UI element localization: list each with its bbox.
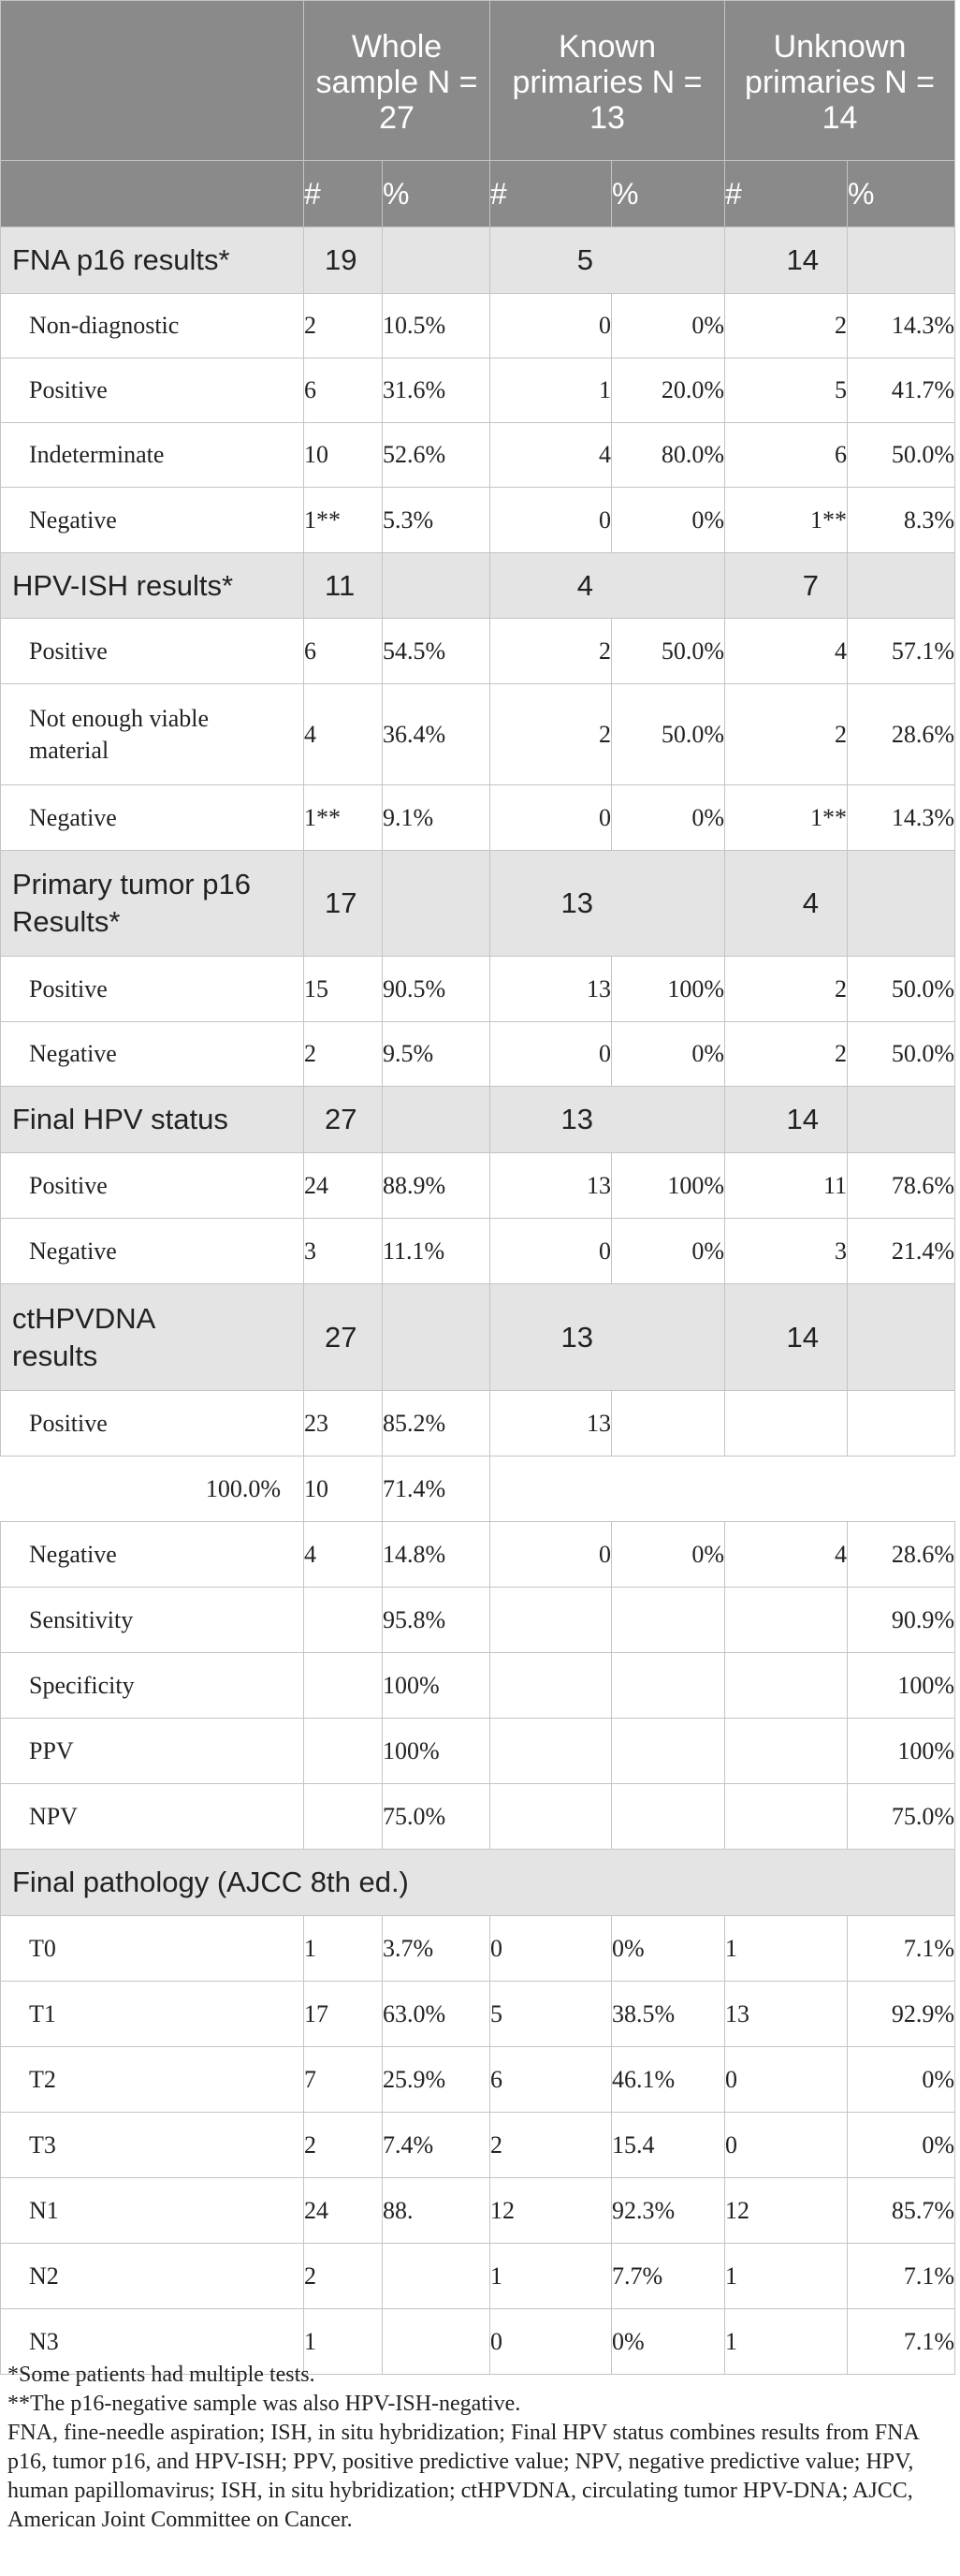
cell: 11.1%: [383, 1219, 490, 1284]
section-count: 4: [725, 851, 848, 957]
section-count: 27: [304, 1284, 383, 1391]
section-count: 4: [490, 553, 725, 619]
cell: 24: [304, 2178, 383, 2244]
cell: 1**: [304, 488, 383, 553]
cell: 11: [725, 1153, 848, 1219]
section-label: FNA p16 results*: [1, 227, 304, 294]
section-count: 27: [304, 1087, 383, 1153]
cell: 100%: [612, 957, 725, 1022]
cell: 63.0%: [383, 1982, 490, 2047]
cell: 3.7%: [383, 1916, 490, 1982]
cell: 54.5%: [383, 619, 490, 684]
cell: 1**: [725, 785, 848, 851]
section-count: 13: [490, 1284, 725, 1391]
section-row: [1, 851, 955, 957]
section-count: 13: [490, 1087, 725, 1153]
header-known-primaries: Known primaries N = 13: [490, 1, 725, 161]
table-row: [1, 619, 955, 684]
footnote: *Some patients had multiple tests.: [7, 2363, 315, 2387]
table-row: [1, 957, 955, 1022]
cell: 4: [725, 1522, 848, 1588]
cell: 1: [725, 2309, 848, 2375]
cell: [612, 1719, 725, 1784]
cell: [490, 1653, 612, 1719]
cell: 0: [490, 488, 612, 553]
cell: 7: [304, 2047, 383, 2113]
cell: [612, 1391, 725, 1456]
row-label: T3: [1, 2113, 304, 2178]
cell: 46.1%: [612, 2047, 725, 2113]
table-row: [1, 423, 955, 488]
cell: 7.4%: [383, 2113, 490, 2178]
section-count: 5: [490, 227, 725, 294]
cell: 7.7%: [612, 2244, 725, 2309]
section-count: 7: [725, 553, 848, 619]
subheader-hash: #: [725, 161, 848, 227]
cell: 80.0%: [612, 423, 725, 488]
row-label: Sensitivity: [1, 1588, 304, 1653]
cell: 2: [490, 684, 612, 785]
table-row: [1, 1784, 955, 1850]
table-row: [1, 1022, 955, 1087]
cell: 4: [725, 619, 848, 684]
row-label: Negative: [1, 1522, 304, 1588]
section-row: [1, 1850, 955, 1916]
cell: 5: [490, 1982, 612, 2047]
table-row: [1, 684, 955, 785]
cell: 90.5%: [383, 957, 490, 1022]
cell: 14.3%: [848, 294, 955, 359]
cell: 0: [490, 2309, 612, 2375]
cell: [612, 1784, 725, 1850]
subheader-pct: %: [612, 161, 725, 227]
row-label: Positive: [1, 1391, 304, 1456]
subheader-pct: %: [383, 161, 490, 227]
cell: 13: [490, 957, 612, 1022]
cell: 7.1%: [848, 2244, 955, 2309]
row-label: T0: [1, 1916, 304, 1982]
table-row-misaligned: [1, 1456, 955, 1522]
cell: 0%: [612, 785, 725, 851]
cell: [725, 1588, 848, 1653]
cell: [490, 1719, 612, 1784]
cell: 12: [490, 2178, 612, 2244]
cell: [304, 1784, 383, 1850]
cell: 1**: [725, 488, 848, 553]
cell: 2: [304, 1022, 383, 1087]
cell: [383, 2244, 490, 2309]
section-count: 14: [725, 227, 848, 294]
table-row: [1, 785, 955, 851]
cell: 4: [490, 423, 612, 488]
table-row: [1, 2244, 955, 2309]
cell: 2: [490, 619, 612, 684]
table-footnotes: [7, 2361, 947, 2535]
cell: 8.3%: [848, 488, 955, 553]
section-row: [1, 1284, 955, 1391]
cell: 21.4%: [848, 1219, 955, 1284]
section-row: [1, 553, 955, 619]
row-label: Specificity: [1, 1653, 304, 1719]
table-row: [1, 1588, 955, 1653]
table-row: [1, 1653, 955, 1719]
section-count: 14: [725, 1284, 848, 1391]
cell: 13: [725, 1982, 848, 2047]
cell: 0%: [612, 1219, 725, 1284]
cell: 0: [490, 785, 612, 851]
cell: 2: [490, 2113, 612, 2178]
cell: 9.5%: [383, 1022, 490, 1087]
cell: 7.1%: [848, 1916, 955, 1982]
row-label: N3: [1, 2309, 304, 2375]
cell: 50.0%: [848, 957, 955, 1022]
cell: [725, 1719, 848, 1784]
table-row: [1, 488, 955, 553]
cell: 0%: [612, 488, 725, 553]
table-row: [1, 1391, 955, 1456]
cell: 25.9%: [383, 2047, 490, 2113]
cell: 50.0%: [848, 423, 955, 488]
table-row: [1, 1522, 955, 1588]
cell: 92.9%: [848, 1982, 955, 2047]
section-count: 19: [304, 227, 383, 294]
cell: 20.0%: [612, 359, 725, 423]
cell: [490, 1784, 612, 1850]
table-row: [1, 1719, 955, 1784]
cell: 5.3%: [383, 488, 490, 553]
cell: 50.0%: [848, 1022, 955, 1087]
cell: 2: [725, 294, 848, 359]
subheader-blank: [1, 161, 304, 227]
cell: 0%: [612, 2309, 725, 2375]
cell: 50.0%: [612, 684, 725, 785]
cell: 38.5%: [612, 1982, 725, 2047]
row-label: Non-diagnostic: [1, 294, 304, 359]
cell: 3: [725, 1219, 848, 1284]
cell: 2: [304, 2244, 383, 2309]
cell: 2: [725, 957, 848, 1022]
section-count: 17: [304, 851, 383, 957]
row-label: N1: [1, 2178, 304, 2244]
cell: 100.0%: [1, 1456, 304, 1522]
cell: [612, 1653, 725, 1719]
row-label: Not enough viable material: [1, 684, 304, 785]
section-label: Final pathology (AJCC 8th ed.): [1, 1850, 955, 1916]
row-label: PPV: [1, 1719, 304, 1784]
cell: 57.1%: [848, 619, 955, 684]
cell: 4: [304, 684, 383, 785]
cell: 92.3%: [612, 2178, 725, 2244]
cell: 31.6%: [383, 359, 490, 423]
cell: 23: [304, 1391, 383, 1456]
header-whole-sample: Whole sample N = 27: [304, 1, 490, 161]
table-row: [1, 2047, 955, 2113]
row-label: Negative: [1, 785, 304, 851]
cell: 100%: [848, 1653, 955, 1719]
cell: 1: [725, 2244, 848, 2309]
cell: 0%: [612, 1022, 725, 1087]
cell: 0%: [612, 294, 725, 359]
row-label: Positive: [1, 359, 304, 423]
cell: 0: [490, 294, 612, 359]
cell: 100%: [612, 1153, 725, 1219]
cell: 28.6%: [848, 684, 955, 785]
cell: 6: [490, 2047, 612, 2113]
table-row: [1, 2113, 955, 2178]
cell: 78.6%: [848, 1153, 955, 1219]
cell: [304, 1719, 383, 1784]
cell: 15: [304, 957, 383, 1022]
cell: 10: [304, 423, 383, 488]
cell: [612, 1588, 725, 1653]
section-row: [1, 1087, 955, 1153]
cell: 9.1%: [383, 785, 490, 851]
cell: 75.0%: [383, 1784, 490, 1850]
row-label: T2: [1, 2047, 304, 2113]
subheader-row: [1, 161, 955, 227]
cell: 75.0%: [848, 1784, 955, 1850]
cell: 4: [304, 1522, 383, 1588]
row-label: N2: [1, 2244, 304, 2309]
section-label: Final HPV status: [1, 1087, 304, 1153]
row-label: Positive: [1, 957, 304, 1022]
footnote: **The p16-negative sample was also HPV-ISH-negative.: [7, 2392, 521, 2416]
row-label: Negative: [1, 488, 304, 553]
cell: 12: [725, 2178, 848, 2244]
cell: 41.7%: [848, 359, 955, 423]
row-label: Indeterminate: [1, 423, 304, 488]
cell: 1: [725, 1916, 848, 1982]
cell: 0: [725, 2113, 848, 2178]
table-row: [1, 2178, 955, 2244]
cell: 1**: [304, 785, 383, 851]
cell: 6: [304, 359, 383, 423]
row-label: Negative: [1, 1219, 304, 1284]
cell: 10.5%: [383, 294, 490, 359]
cell: 0: [490, 1219, 612, 1284]
table-row: [1, 1982, 955, 2047]
cell: 0%: [848, 2113, 955, 2178]
row-label: T1: [1, 1982, 304, 2047]
section-label: ctHPVDNA results: [1, 1284, 304, 1391]
cell: 28.6%: [848, 1522, 955, 1588]
cell: 52.6%: [383, 423, 490, 488]
section-label: HPV-ISH results*: [1, 553, 304, 619]
section-label: Primary tumor p16 Results*: [1, 851, 304, 957]
cell: 2: [725, 1022, 848, 1087]
cell: 0: [490, 1522, 612, 1588]
header-row: [1, 1, 955, 161]
table-row: [1, 1219, 955, 1284]
subheader-pct: %: [848, 161, 955, 227]
cell: 100%: [383, 1653, 490, 1719]
cell: 85.7%: [848, 2178, 955, 2244]
cell: 10: [304, 1456, 383, 1522]
cell: 2: [304, 2113, 383, 2178]
row-label: Negative: [1, 1022, 304, 1087]
cell: 100%: [848, 1719, 955, 1784]
cell: 2: [304, 294, 383, 359]
cell: 0%: [612, 1522, 725, 1588]
cell: 88.9%: [383, 1153, 490, 1219]
cell: 85.2%: [383, 1391, 490, 1456]
cell: 15.4: [612, 2113, 725, 2178]
cell: 7.1%: [848, 2309, 955, 2375]
subheader-hash: #: [304, 161, 383, 227]
cell: [304, 1588, 383, 1653]
row-label: Positive: [1, 619, 304, 684]
cell: 0%: [612, 1916, 725, 1982]
cell: 14.3%: [848, 785, 955, 851]
cell: 13: [490, 1391, 612, 1456]
cell: 2: [725, 684, 848, 785]
cell: 6: [725, 423, 848, 488]
cell: [490, 1588, 612, 1653]
section-count: 13: [490, 851, 725, 957]
cell: 0: [490, 1916, 612, 1982]
cell: 24: [304, 1153, 383, 1219]
cell: 90.9%: [848, 1588, 955, 1653]
cell: 1: [304, 1916, 383, 1982]
cell: [725, 1391, 848, 1456]
section-count: 14: [725, 1087, 848, 1153]
cell: 100%: [383, 1719, 490, 1784]
cell: 36.4%: [383, 684, 490, 785]
cell: 14.8%: [383, 1522, 490, 1588]
table-row: [1, 294, 955, 359]
cell: 3: [304, 1219, 383, 1284]
cell: [848, 1391, 955, 1456]
table-row: [1, 1916, 955, 1982]
cell: 0%: [848, 2047, 955, 2113]
cell: 17: [304, 1982, 383, 2047]
cell: [304, 1653, 383, 1719]
table-row: [1, 1153, 955, 1219]
footnote-abbreviations: FNA, fine-needle aspiration; ISH, in situ hybridization; Final HPV status combines results from FNA p16, tumor p16, and HPV-ISH; PPV, positive predictive value; NPV, negative predictive value; HPV, human papillomavirus; ISH, in situ hybridization; ctHPVDNA, circulating tumor HPV-DNA; AJCC, American Joint Committee on Cancer.: [7, 2421, 919, 2532]
cell: 13: [490, 1153, 612, 1219]
cell: 95.8%: [383, 1588, 490, 1653]
section-row: [1, 227, 955, 294]
table-row: [1, 359, 955, 423]
cell: 88.: [383, 2178, 490, 2244]
subheader-hash: #: [490, 161, 612, 227]
cell: 5: [725, 359, 848, 423]
cell: 50.0%: [612, 619, 725, 684]
header-unknown-primaries: Unknown primaries N = 14: [725, 1, 955, 161]
cell: 1: [304, 2309, 383, 2375]
row-label: Positive: [1, 1153, 304, 1219]
cell: 1: [490, 2244, 612, 2309]
cell: [725, 1653, 848, 1719]
row-label: NPV: [1, 1784, 304, 1850]
cell: 71.4%: [383, 1456, 490, 1522]
cell: [725, 1784, 848, 1850]
cell: 6: [304, 619, 383, 684]
cell: 0: [725, 2047, 848, 2113]
section-count: 11: [304, 553, 383, 619]
cell: 0: [490, 1022, 612, 1087]
header-blank: [1, 1, 304, 161]
cell: 1: [490, 359, 612, 423]
